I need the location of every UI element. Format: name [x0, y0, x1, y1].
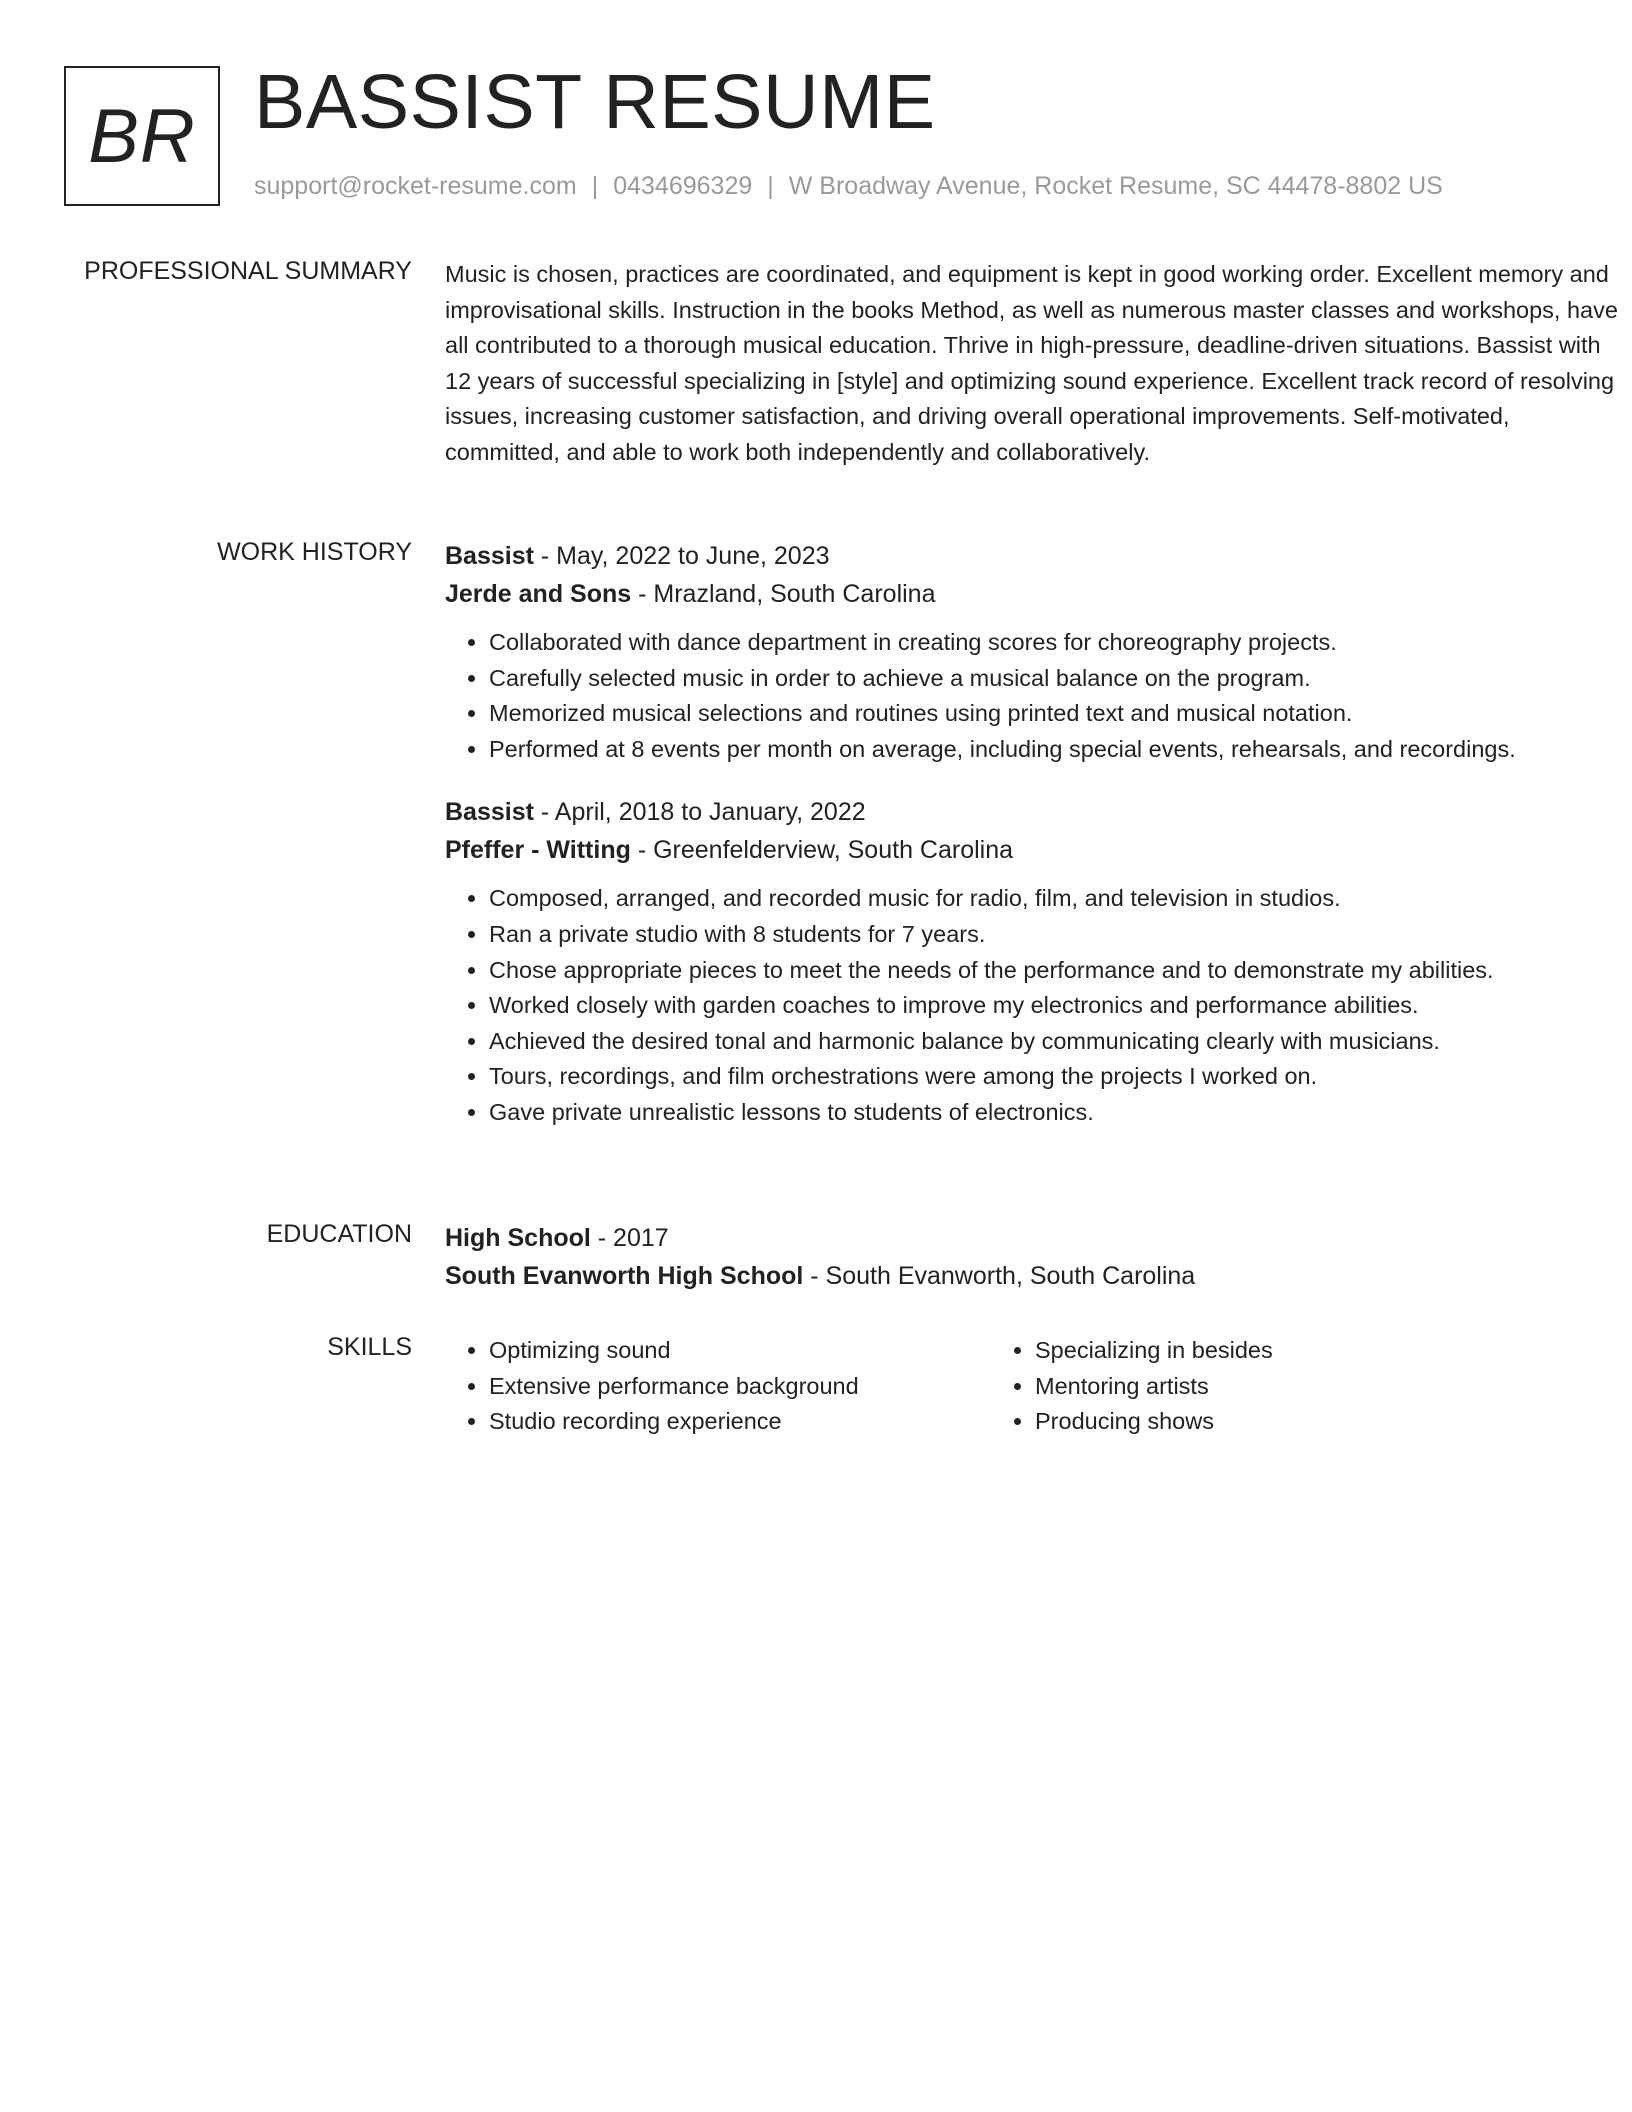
job-role: Bassist	[445, 542, 534, 570]
job-company: Jerde and Sons	[445, 580, 632, 608]
job-bullets	[445, 881, 1625, 1130]
resume-title: BASSIST RESUME	[254, 59, 936, 145]
job-bullets	[445, 625, 1625, 767]
summary-text: Music is chosen, practices are coordinated, and equipment is kept in good working order. Excellent memory and improvisational skills. Instruction in the books Method, as well as numerous master classes and workshops, have all contributed to a thorough musical education. Thrive in high-pressure, deadline-driven situations. Bassist with 12 years of successful specializing in [style] and optimizing sound experience. Excellent track record of resolving issues, increasing customer satisfaction, and driving overall operational improvements. Self-motivated, committed, and able to work both independently and collaboratively.	[445, 261, 1618, 465]
list-item: • Studio recording experience	[489, 1404, 991, 1440]
education-year: - 2017	[590, 1224, 669, 1252]
list-item: • Optimizing sound	[489, 1333, 991, 1369]
list-item: • Carefully selected music in order to achieve a musical balance on the program.	[489, 661, 1625, 697]
list-item: • Chose appropriate pieces to meet the needs of the performance and to demonstrate my abilities.	[489, 953, 1625, 989]
education-location: - South Evanworth, South Carolina	[803, 1262, 1196, 1290]
contact-separator: |	[767, 172, 774, 200]
list-item: • Composed, arranged, and recorded music for radio, film, and television in studios.	[489, 881, 1625, 917]
contact-address: W Broadway Avenue, Rocket Resume, SC 44478-8802 US	[788, 172, 1443, 200]
education-body	[445, 1219, 1625, 1295]
contact-email[interactable]: support@rocket-resume.com	[254, 172, 577, 200]
job-dates: - May, 2022 to June, 2023	[533, 542, 830, 570]
list-item: • Worked closely with garden coaches to improve my electronics and performance abilities.	[489, 988, 1625, 1024]
summary-body	[445, 257, 1625, 471]
skills-body	[445, 1333, 1625, 1440]
job-location: - Greenfelderview, South Carolina	[630, 836, 1014, 865]
skills-column-right	[991, 1333, 1537, 1440]
skills-list	[445, 1333, 991, 1440]
list-item: • Extensive performance background	[489, 1369, 991, 1405]
list-item: • Mentoring artists	[1035, 1369, 1537, 1405]
skills-column-left	[445, 1333, 991, 1440]
section-title-summary: PROFESSIONAL SUMMARY	[84, 257, 412, 285]
job-location: - Mrazland, South Carolina	[631, 580, 936, 608]
job-entry	[445, 537, 1625, 767]
job-role: Bassist	[445, 798, 534, 827]
job-role-line	[445, 537, 1625, 575]
job-entry	[445, 793, 1625, 1130]
education-degree-line	[445, 1219, 1625, 1257]
contact-separator: |	[591, 172, 599, 200]
education-school: South Evanworth High School	[445, 1262, 804, 1290]
section-title-education: EDUCATION	[266, 1220, 412, 1248]
job-company-line	[445, 831, 1625, 869]
contact-line	[254, 172, 1443, 201]
list-item: • Gave private unrealistic lessons to students of electronics.	[489, 1095, 1625, 1131]
contact-phone[interactable]: 0434696329	[613, 172, 753, 200]
list-item: • Producing shows	[1035, 1404, 1537, 1440]
section-title-work-history: WORK HISTORY	[217, 538, 412, 566]
list-item: • Specializing in besides	[1035, 1333, 1537, 1369]
list-item: • Memorized musical selections and routines using printed text and musical notation.	[489, 696, 1625, 732]
education-school-line	[445, 1257, 1625, 1295]
work-history-body	[445, 537, 1625, 1157]
list-item: • Collaborated with dance department in creating scores for choreography projects.	[489, 625, 1625, 661]
skills-list	[991, 1333, 1537, 1440]
job-role-line	[445, 793, 1625, 831]
resume-header	[64, 59, 1584, 210]
section-title-skills: SKILLS	[327, 1333, 412, 1361]
job-dates: - April, 2018 to January, 2022	[533, 798, 866, 827]
education-degree: High School	[445, 1224, 591, 1252]
monogram-logo: BR	[64, 66, 220, 206]
list-item: • Achieved the desired tonal and harmonic balance by communicating clearly with musicians.	[489, 1024, 1625, 1060]
list-item: • Tours, recordings, and film orchestrations were among the projects I worked on.	[489, 1059, 1625, 1095]
job-company: Pfeffer - Witting	[445, 836, 631, 865]
list-item: • Ran a private studio with 8 students for 7 years.	[489, 917, 1625, 953]
list-item: • Performed at 8 events per month on average, including special events, rehearsals, and recordings.	[489, 732, 1625, 768]
job-company-line	[445, 575, 1625, 613]
